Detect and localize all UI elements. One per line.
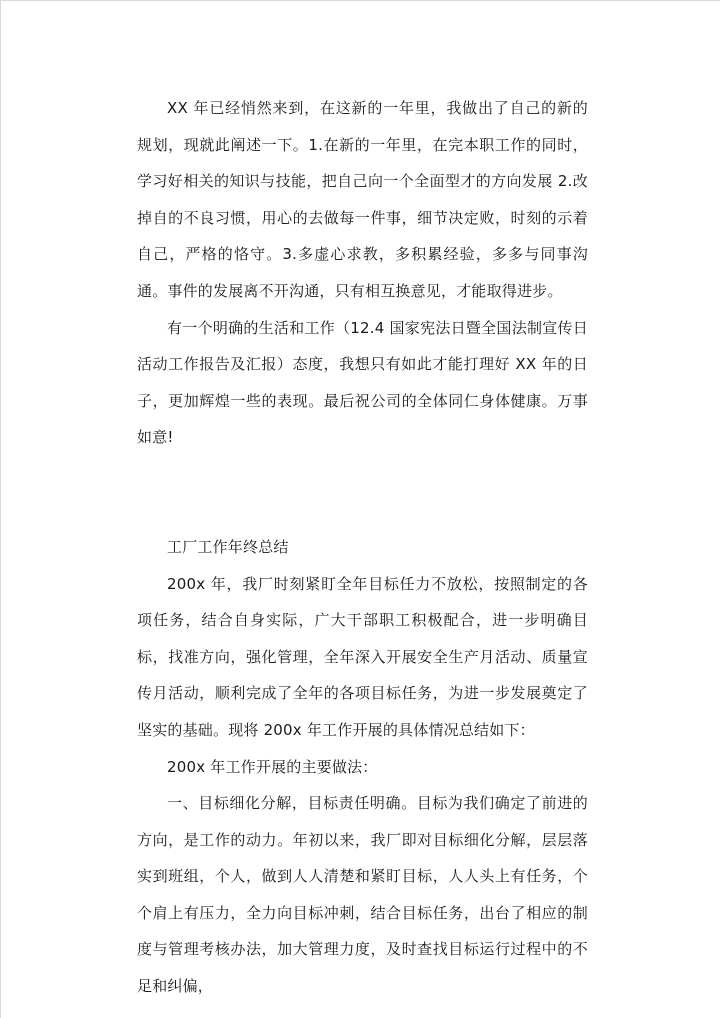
section-title: 工厂工作年终总结	[167, 537, 289, 556]
paragraph-annual-overview: 200x 年，我厂时刻紧盯全年目标任力不放松，按照制定的各项任务，结合自身实际，广大干部职工积极配合，进一步明确目标，找准方向，强化管理，全年深入开展安全生产月活动、质量宣传月活动，顺利完成了全年的各项目标任务，为进一步发展奠定了坚实的基础。现将 200x 年工作开展的具体情况总结如下：	[137, 574, 588, 739]
section-gap	[137, 456, 588, 529]
paragraph-main-methods-heading: 200x 年工作开展的主要做法：	[167, 757, 378, 776]
paragraph-goal-breakdown: 一、目标细化分解，目标责任明确。目标为我们确定了前进的方向，是工作的动力。年初以来，我厂即对目标细化分解，层层落实到班组，个人，做到人人清楚和紧盯目标，人人头上有任务，个个肩上有压力，全力向目标冲刺，结合目标任务，出台了相应的制度与管理考核办法，加大管理力度，及时查找目标运行过程中的不足和纠偏，	[137, 794, 588, 996]
document-body	[137, 90, 588, 1005]
paragraph-new-year-plan: XX 年已经悄然来到，在这新的一年里，我做出了自己的新的规划，现就此阐述一下。1.在新的一年里，在完本职工作的同时，学习好相关的知识与技能，把自己向一个全面型才的方向发展 2.改掉自的不良习惯，用心的去做每一件事，细节决定败，时刻的示着自己，严格的恪守。3.多虚心求教，多积累经验，多多与同事沟通。事件的发展离不开沟通，只有相互换意见，才能取得进步。	[137, 99, 588, 300]
paragraph-attitude-closing: 有一个明确的生活和工作（12.4 国家宪法日暨全国法制宣传日活动工作报告及汇报）态度，我想只有如此才能打理好 XX 年的日子，更加辉煌一些的表现。最后祝公司的全体同仁身体健康。万事如意!	[137, 318, 588, 447]
